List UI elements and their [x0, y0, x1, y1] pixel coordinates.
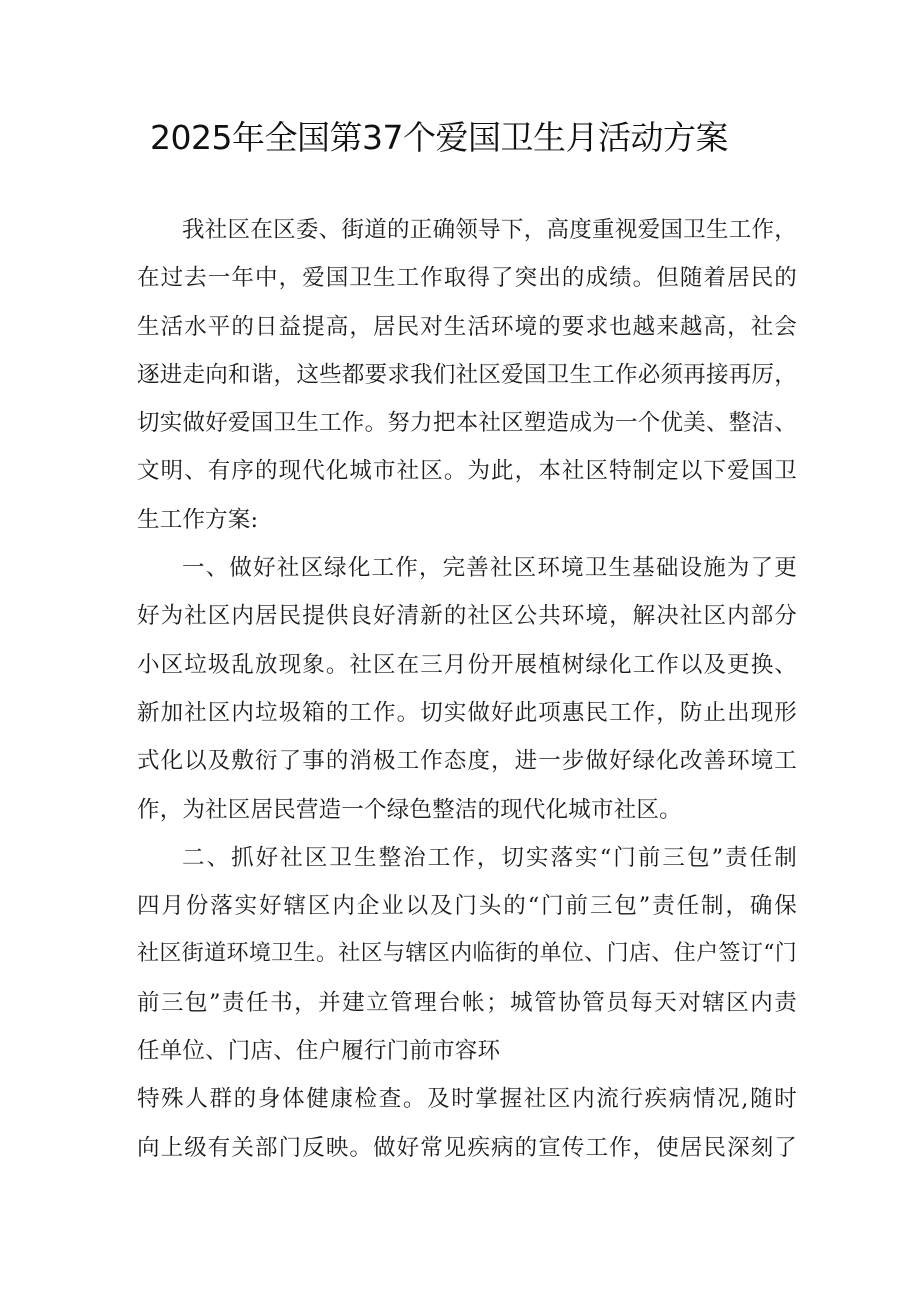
- document-title: 2025年全国第37个爱国卫生月活动方案: [150, 118, 728, 157]
- body-text-line: 式化以及敷衍了事的消极工作态度，进一步做好绿化改善环境工: [137, 748, 797, 775]
- body-text-line: 二、抓好社区卫生整治工作，切实落实“门前三包”责任制: [182, 844, 797, 871]
- body-text-line: 小区垃圾乱放现象。社区在三月份开展植树绿化工作以及更换、: [137, 651, 797, 678]
- body-text-line: 新加社区内垃圾箱的工作。切实做好此项惠民工作，防止出现形: [137, 699, 797, 726]
- body-text-line: 一、做好社区绿化工作，完善社区环境卫生基础设施为了更: [182, 555, 797, 582]
- body-text-line: 任单位、门店、住户履行门前市容环: [137, 1038, 501, 1065]
- body-text-line: 社区街道环境卫生。社区与辖区内临街的单位、门店、住户签订“门: [137, 941, 797, 967]
- document-body: [137, 206, 797, 1172]
- body-text-line: 在过去一年中，爱国卫生工作取得了突出的成绩。但随着居民的: [137, 265, 797, 292]
- body-text-line: 逐进走向和谐，这些都要求我们社区爱国卫生工作必须再接再厉，: [137, 361, 797, 388]
- body-text-line: 前三包”责任书，并建立管理台帐；城管协管员每天对辖区内责: [137, 989, 797, 1016]
- body-text-line: 生活水平的日益提高，居民对生活环境的要求也越来越高，社会: [137, 313, 797, 340]
- body-text-line: 我社区在区委、街道的正确领导下，高度重视爱国卫生工作，: [182, 217, 797, 243]
- body-text-line: 特殊人群的身体健康检查。及时掌握社区内流行疾病情况,随时: [137, 1086, 797, 1113]
- body-text-line: 生工作方案:: [137, 506, 259, 533]
- body-text-line: 切实做好爱国卫生工作。努力把本社区塑造成为一个优美、整洁、: [137, 410, 797, 437]
- body-text-line: 向上级有关部门反映。做好常见疾病的宣传工作，使居民深刻了: [137, 1134, 797, 1161]
- body-text-line: 作，为社区居民营造一个绿色整洁的现代化城市社区。: [137, 796, 682, 823]
- body-text-line: 四月份落实好辖区内企业以及门头的“门前三包”责任制，确保: [137, 893, 797, 920]
- body-text-line: 好为社区内居民提供良好清新的社区公共环境，解决社区内部分: [137, 603, 797, 630]
- body-text-line: 文明、有序的现代化城市社区。为此，本社区特制定以下爱国卫: [137, 458, 797, 485]
